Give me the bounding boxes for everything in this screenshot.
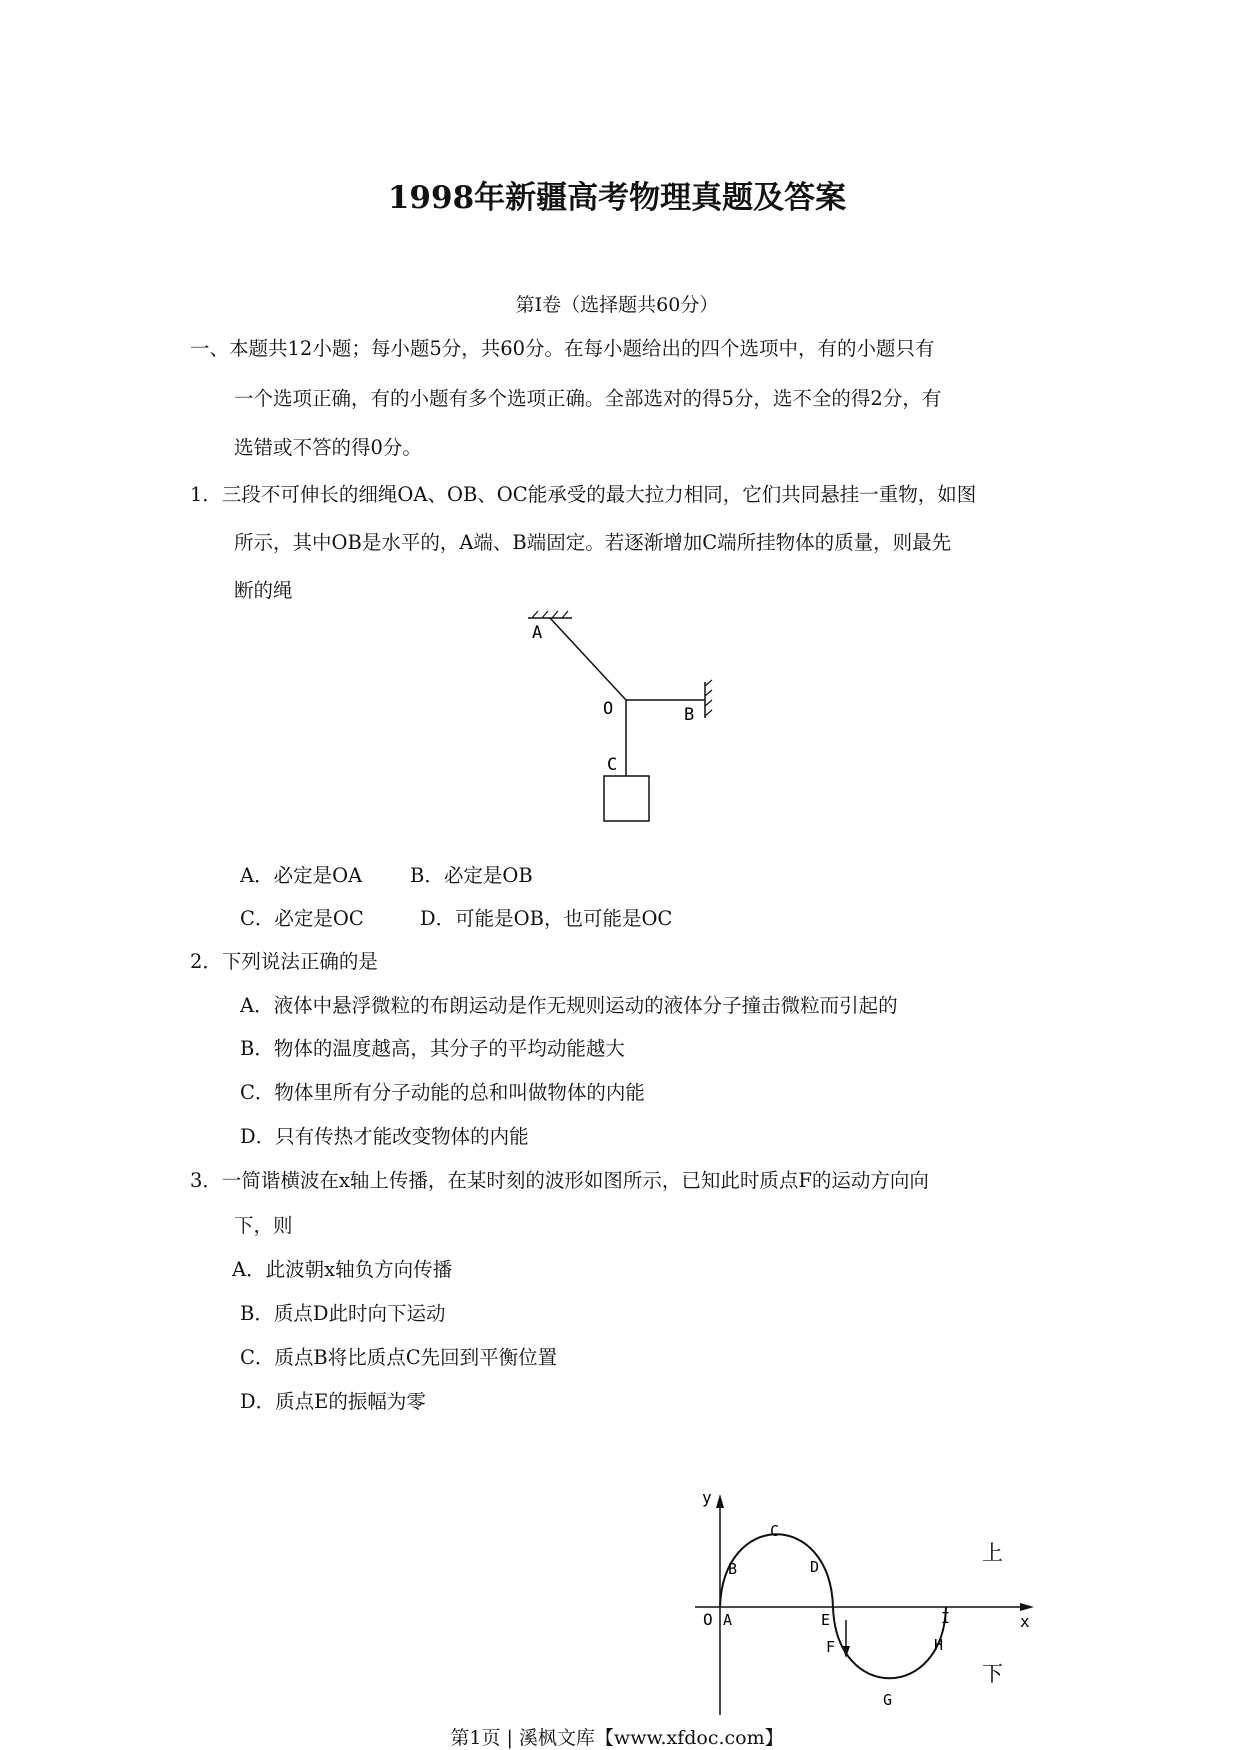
q2-option-b: B．物体的温度越高，其分子的平均动能越大	[240, 1037, 625, 1060]
q1-stem-line-1: 1．三段不可伸长的细绳OA、OB、OC能承受的最大拉力相同，它们共同悬挂一重物，如图	[190, 483, 977, 506]
q1-rope-figure	[520, 608, 735, 833]
q3-label-x: x	[1020, 1612, 1030, 1631]
instruction-line-2: 一个选项正确，有的小题有多个选项正确。全部选对的得5分，选不全的得2分，有	[234, 387, 942, 410]
q1-stem-line-3: 断的绳	[234, 579, 293, 602]
q2-option-c: C．物体里所有分子动能的总和叫做物体的内能	[240, 1081, 645, 1104]
q1-label-c: C	[607, 755, 618, 775]
q3-stem-line-2: 下，则	[234, 1214, 293, 1237]
q3-label-up: 上	[982, 1541, 1003, 1565]
q3-label-e: E	[821, 1611, 831, 1629]
q1-stem-line-2: 所示，其中OB是水平的，A端、B端固定。若逐渐增加C端所挂物体的质量，则最先	[234, 531, 952, 554]
q3-label-down: 下	[982, 1662, 1003, 1686]
instruction-line-1: 一、本题共12小题；每小题5分，共60分。在每小题给出的四个选项中，有的小题只有	[190, 337, 935, 360]
q1-option-c: C．必定是OC	[240, 907, 364, 930]
q3-label-y: y	[702, 1490, 712, 1507]
q3-stem-line-1: 3．一简谐横波在x轴上传播，在某时刻的波形如图所示，已知此时质点F的运动方向向	[190, 1169, 929, 1192]
q1-label-o: O	[603, 699, 614, 719]
q1-option-d: D．可能是OB，也可能是OC	[420, 907, 673, 930]
section-header: 第I卷（选择题共60分）	[515, 294, 719, 316]
q3-label-f: F	[826, 1638, 836, 1656]
q1-label-b: B	[684, 705, 695, 725]
q2-option-d: D．只有传热才能改变物体的内能	[240, 1125, 529, 1148]
q2-option-a: A．液体中悬浮微粒的布朗运动是作无规则运动的液体分子撞击微粒而引起的	[240, 994, 898, 1017]
q3-label-a: A	[723, 1611, 733, 1629]
q1-option-b: B．必定是OB	[410, 864, 533, 887]
q3-label-c: C	[770, 1522, 780, 1540]
q3-label-d: D	[810, 1558, 820, 1576]
q3-label-o: O	[703, 1610, 713, 1629]
instruction-line-3: 选错或不答的得0分。	[234, 436, 422, 459]
q1-option-a: A．必定是OA	[240, 864, 363, 887]
document-title: 1998年新疆高考物理真题及答案	[387, 180, 847, 216]
page-footer: 第1页 | 溪枫文库【www.xfdoc.com】	[450, 1727, 784, 1749]
q3-wave-figure	[690, 1490, 1055, 1715]
q3-label-g: G	[883, 1691, 893, 1709]
q1-label-a: A	[532, 623, 543, 643]
q3-option-d: D．质点E的振幅为零	[240, 1390, 426, 1413]
q3-label-i: I	[941, 1609, 951, 1627]
q3-label-h: H	[934, 1636, 944, 1654]
q3-option-a: A．此波朝x轴负方向传播	[232, 1258, 453, 1281]
q3-label-b: B	[728, 1560, 738, 1578]
q2-stem: 2．下列说法正确的是	[190, 950, 378, 973]
q3-option-c: C．质点B将比质点C先回到平衡位置	[240, 1346, 558, 1369]
q3-option-b: B．质点D此时向下运动	[240, 1302, 446, 1325]
